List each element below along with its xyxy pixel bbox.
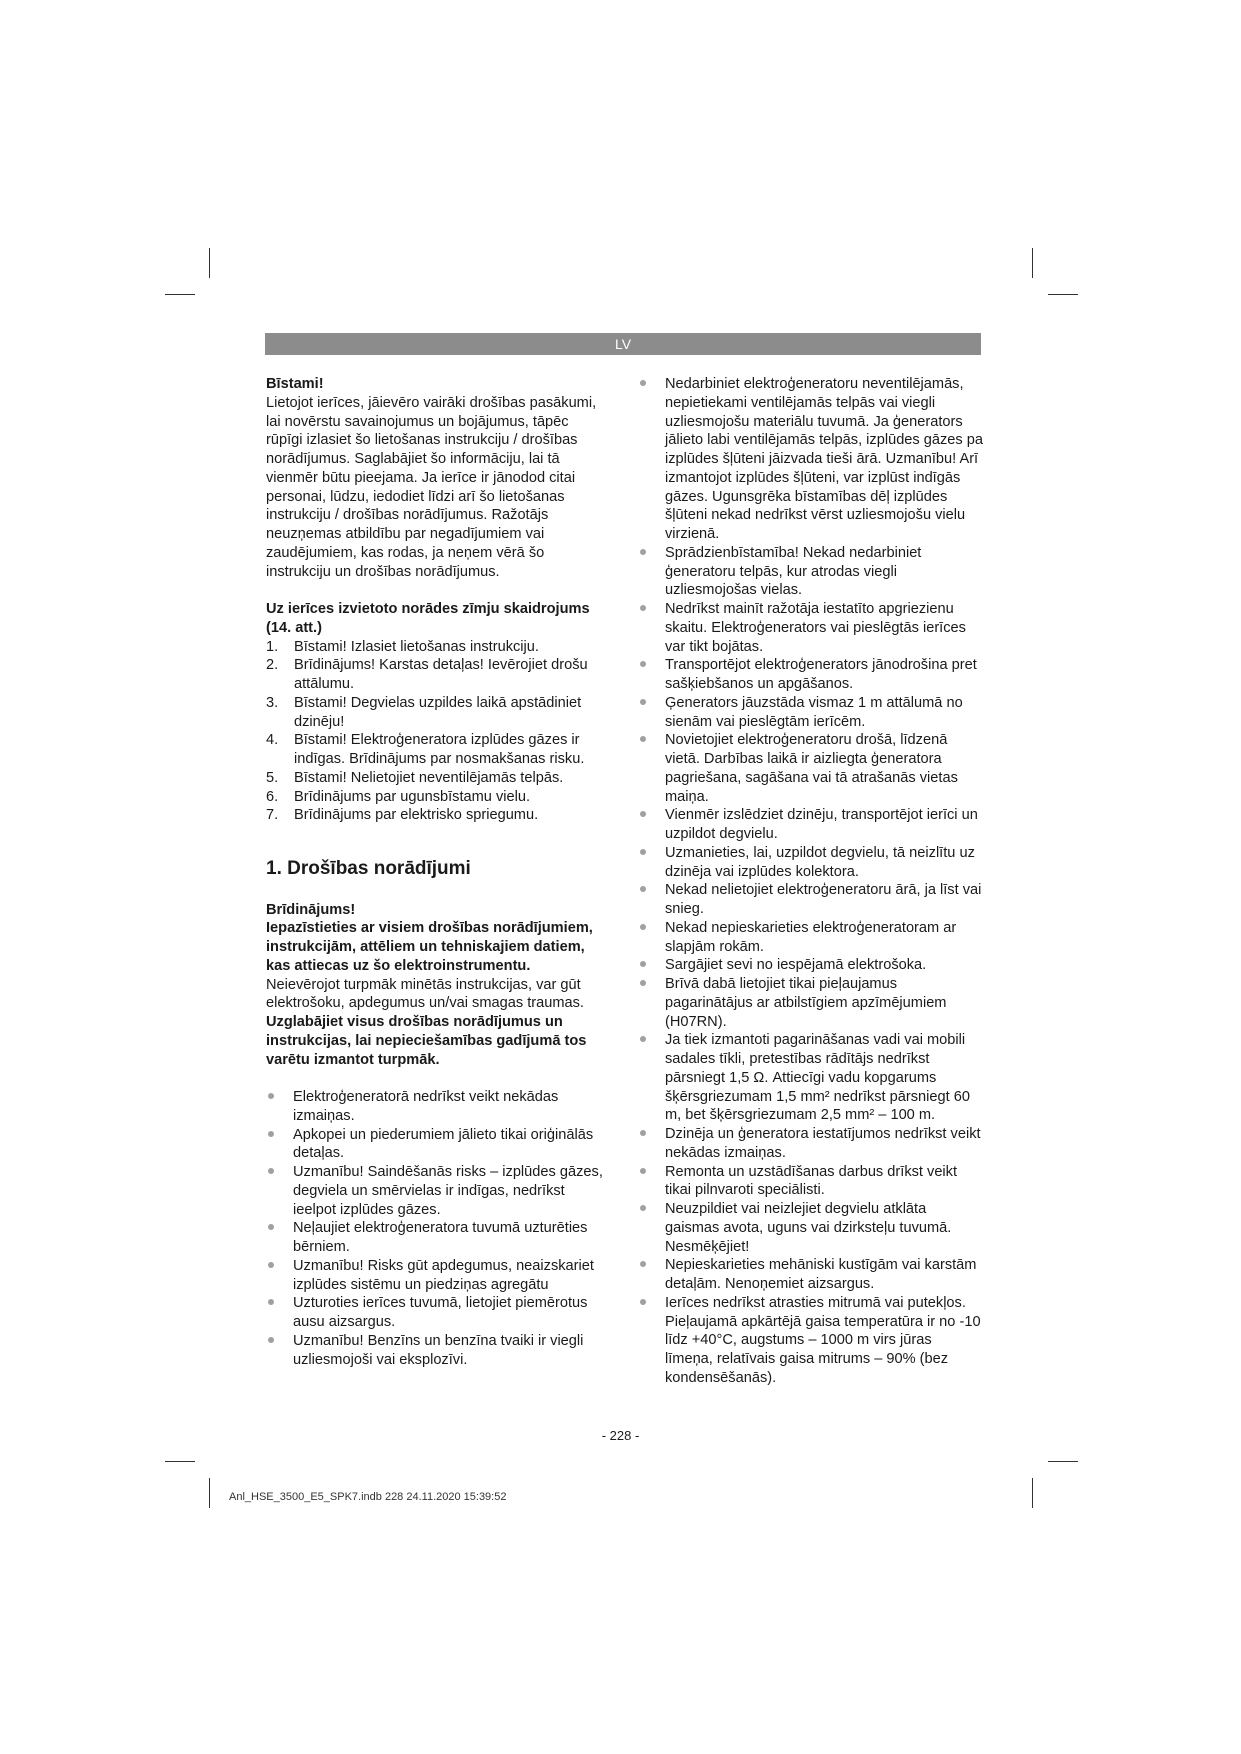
crop-mark — [1048, 294, 1078, 295]
crop-mark — [209, 248, 210, 278]
bullet-item: Uzmanību! Risks gūt apdegumus, neaizskariet izplūdes sistēmu un piedziņas agregātu — [266, 1257, 606, 1295]
right-bullet-list — [638, 375, 983, 1388]
sign-number: 1. — [266, 638, 279, 655]
keep-instructions-text: Uzglabājiet visus drošības norādījumus un instrukcijas, lai nepieciešamības gadījumā tos varētu izmantot turpmāk. — [266, 1014, 587, 1068]
left-bullet-list — [266, 1088, 606, 1369]
sign-item — [266, 656, 606, 694]
crop-mark — [1032, 1478, 1033, 1508]
warning-bold-text: Iepazīstieties ar visiem drošības norādījumiem, instrukcijām, attēliem un tehniskajiem datiem, kas attiecas uz šo elektroinstrumentu. — [266, 920, 593, 974]
bullet-item: Nekad nepieskarieties elektroģeneratoram ar slapjām rokām. — [638, 919, 983, 957]
bullet-item: Remonta un uzstādīšanas darbus drīkst veikt tikai pilnvaroti speciālisti. — [638, 1163, 983, 1201]
sign-text: Brīdinājums par ugunsbīstamu vielu. — [294, 788, 531, 805]
footer-file-info: Anl_HSE_3500_E5_SPK7.indb 228 24.11.2020 15:39:52 — [229, 1491, 507, 1503]
warning-title: Brīdinājums! — [266, 901, 356, 918]
language-code: LV — [614, 336, 632, 352]
sign-number: 3. — [266, 694, 279, 711]
sign-number: 5. — [266, 769, 279, 786]
crop-mark — [165, 1461, 195, 1462]
bullet-item: Nekad nelietojiet elektroģeneratoru ārā, ja līst vai snieg. — [638, 881, 983, 919]
sign-number: 7. — [266, 807, 279, 824]
sign-text: Bīstami! Elektroģeneratora izplūdes gāzes ir indīgas. Brīdinājums par nosmakšanas risku. — [294, 732, 585, 767]
signs-list — [266, 638, 606, 826]
page-number: - 228 - — [601, 1428, 640, 1443]
warning-text: Neievērojot turpmāk minētās instrukcijas, var gūt elektrošoku, apdegumus un/vai smagas traumas. — [266, 976, 584, 1012]
crop-mark — [165, 294, 195, 295]
sign-item — [266, 638, 606, 657]
sign-item — [266, 769, 606, 788]
bullet-item: Neļaujiet elektroģeneratora tuvumā uzturēties bērniem. — [266, 1219, 606, 1257]
sign-number: 6. — [266, 788, 279, 805]
sign-item — [266, 694, 606, 732]
bullet-item: Vienmēr izslēdziet dzinēju, transportējot ierīci un uzpildot degvielu. — [638, 806, 983, 844]
bullet-item: Apkopei un piederumiem jālieto tikai oriģinālās detaļas. — [266, 1126, 606, 1164]
sign-item — [266, 806, 606, 825]
bullet-item: Dzinēja un ģeneratora iestatījumos nedrīkst veikt nekādas izmaiņas. — [638, 1125, 983, 1163]
sign-number: 4. — [266, 732, 279, 749]
sign-item — [266, 788, 606, 807]
bullet-item: Nedarbiniet elektroģeneratoru neventilējamās, nepietiekami ventilējamās telpās vai viegli uzliesmojošu materiālu tuvumā. Ja ģenerators jālieto labi ventilējamās telpās, izplūdes gāzes pa izplūdes šļūteni jāizvada tieši ārā. Uzmanību! Arī izmantojot izplūdes šļūteni, var izplūst indīgās gāzes. Ugunsgrēka bīstamības dēļ izplūdes šļūteni nekad nedrīkst vērst uzliesmojošu vielu virzienā. — [638, 375, 983, 544]
bullet-item: Uzmanieties, lai, uzpildot degvielu, tā neizlītu uz dzinēja vai izplūdes kolektora. — [638, 844, 983, 882]
bullet-item: Ģenerators jāuzstāda vismaz 1 m attālumā no sienām vai pieslēgtām ierīcēm. — [638, 694, 983, 732]
bullet-item: Transportējot elektroģenerators jānodrošina pret sašķiebšanos un apgāšanos. — [638, 656, 983, 694]
bullet-item: Brīvā dabā lietojiet tikai pieļaujamus pagarinātājus ar atbilstīgiem apzīmējumiem (H07RN). — [638, 975, 983, 1031]
bullet-item: Ierīces nedrīkst atrasties mitrumā vai putekļos. Pieļaujamā apkārtējā gaisa temperatūra ir no -10 līdz +40°C, augstums – 1000 m virs jūras līmeņa, relatīvais gaisa mitrums – 90% (bez kondensēšanās). — [638, 1294, 983, 1388]
crop-mark — [209, 1478, 210, 1508]
danger-title: Bīstami! — [266, 376, 324, 392]
bullet-item: Sargājiet sevi no iespējamā elektrošoka. — [638, 956, 983, 975]
sign-item — [266, 731, 606, 769]
sign-text: Brīdinājums par elektrisko spriegumu. — [294, 807, 539, 824]
bullet-item: Uzmanību! Saindēšanās risks – izplūdes gāzes, degviela un smērvielas ir indīgas, nedrīkst ieelpot izplūdes gāzes. — [266, 1163, 606, 1219]
crop-mark — [1048, 1461, 1078, 1462]
bullet-item: Neuzpildiet vai neizlejiet degvielu atklāta gaismas avota, uguns vai dzirksteļu tuvumā. Nesmēķējiet! — [638, 1200, 983, 1256]
sign-number: 2. — [266, 657, 279, 674]
bullet-item: Uzmanību! Benzīns un benzīna tvaiki ir viegli uzliesmojoši vai eksplozīvi. — [266, 1332, 606, 1370]
bullet-item: Nepieskarieties mehāniski kustīgām vai karstām detaļām. Nenoņemiet aizsargus. — [638, 1256, 983, 1294]
bullet-item: Ja tiek izmantoti pagarināšanas vadi vai mobili sadales tīkli, pretestības rādītājs nedrīkst pārsniegt 1,5 Ω. Attiecīgi vadu kopgarums šķērsgriezumam 1,5 mm² nedrīkst pārsniegt 60 m, bet šķērsgriezumam 2,5 mm² – 100 m. — [638, 1031, 983, 1125]
bullet-item: Elektroģeneratorā nedrīkst veikt nekādas izmaiņas. — [266, 1088, 606, 1126]
bullet-item: Novietojiet elektroģeneratoru drošā, līdzenā vietā. Darbības laikā ir aizliegta ģeneratora pagriešana, sagāšana vai tā atrašanās vietas maiņa. — [638, 731, 983, 806]
danger-text: Lietojot ierīces, jāievēro vairāki drošības pasākumi, lai novērstu savainojumus un bojājumus, tāpēc rūpīgi izlasiet šo lietošanas instrukciju / drošības norādījumus. Saglabājiet šo informāciju, lai tā vienmēr būtu pieejama. Ja ierīce ir jānodod citai personai, lūdzu, iedodiet līdzi arī šo lietošanas instrukciju / drošības norādījumus. Ražotājs neuzņemas atbildību par negadījumiem vai zaudējumiem, kas rodas, ja neņem vērā šo instrukciju un drošības norādījumus. — [266, 394, 597, 580]
language-header-bar — [265, 333, 981, 355]
left-column — [266, 375, 606, 1369]
section-heading: 1. Drošības norādījumi — [266, 857, 471, 879]
signs-title: Uz ierīces izvietoto norādes zīmju skaidrojums (14. att.) — [266, 601, 590, 636]
bullet-item: Sprādzienbīstamība! Nekad nedarbiniet ģeneratoru telpās, kur atrodas viegli uzliesmojošas vielas. — [638, 544, 983, 600]
sign-text: Bīstami! Nelietojiet neventilējamās telpās. — [294, 769, 564, 786]
right-column — [638, 375, 983, 1388]
crop-mark — [1032, 248, 1033, 278]
warning-paragraph — [266, 919, 606, 1013]
sign-text: Brīdinājums! Karstas detaļas! Ievērojiet drošu attālumu. — [294, 657, 588, 692]
bullet-item: Uzturoties ierīces tuvumā, lietojiet piemērotus ausu aizsargus. — [266, 1294, 606, 1332]
sign-text: Bīstami! Degvielas uzpildes laikā apstādiniet dzinēju! — [294, 694, 582, 730]
sign-text: Bīstami! Izlasiet lietošanas instrukciju. — [294, 638, 539, 655]
bullet-item: Nedrīkst mainīt ražotāja iestatīto apgriezienu skaitu. Elektroģenerators vai pieslēgtās ierīces var tikt bojātas. — [638, 600, 983, 656]
